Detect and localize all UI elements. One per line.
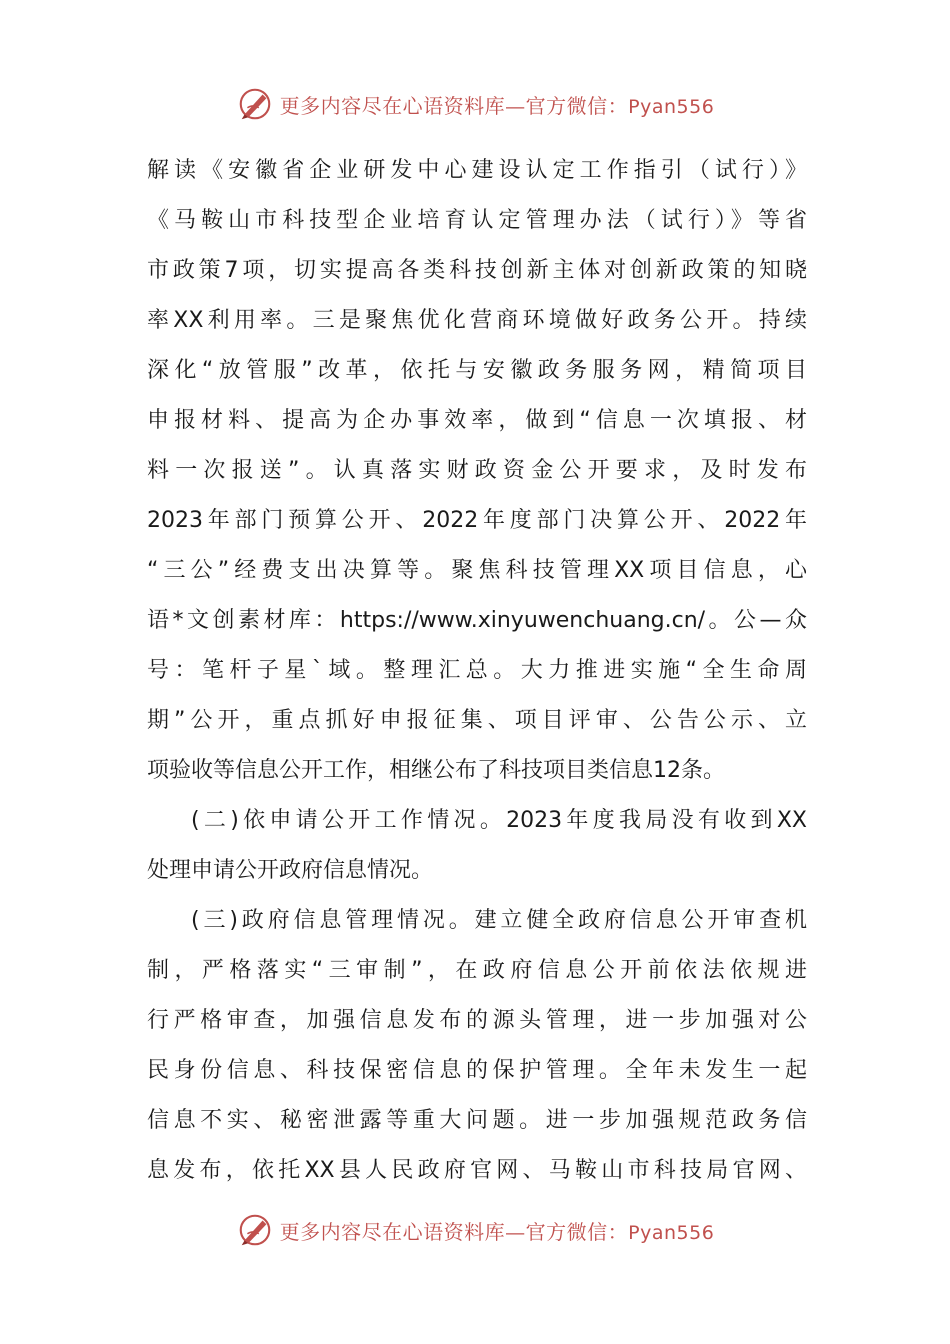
section-3-line: 息发布，依托XX县人民政府官网、马鞍山市科技局官网、 [147, 1158, 807, 1183]
footer-banner-text [280, 1216, 715, 1245]
footer-banner [0, 1206, 950, 1254]
pen-logo-icon [236, 85, 274, 123]
body-line: 料一次报送”。认真落实财政资金公开要求，及时发布 [147, 458, 807, 483]
header-title: 更多内容尽在心语资料库 [279, 93, 506, 118]
footer-title: 更多内容尽在心语资料库 [279, 1219, 506, 1244]
section-3-line: 民身份信息、科技保密信息的保护管理。全年未发生一起 [147, 1058, 807, 1083]
body-line: 深化“放管服”改革，依托与安徽政务服务网，精简项目 [147, 358, 807, 383]
body-line: 申报材料、提高为企办事效率，做到“信息一次填报、材 [147, 408, 807, 433]
header-wechat-label: 官方微信： [525, 93, 629, 118]
document-body [147, 146, 807, 1196]
body-line: “三公”经费支出决算等。聚焦科技管理XX项目信息，心 [147, 558, 807, 583]
header-wechat-id: Pyan556 [628, 95, 715, 118]
body-line: 期”公开，重点抓好申报征集、项目评审、公告公示、立 [147, 708, 807, 733]
header-banner-text [280, 90, 715, 119]
body-line: 《马鞍山市科技型企业培育认定管理办法（试行）》等省 [147, 208, 807, 233]
section-3-line: 行严格审查，加强信息发布的源头管理，进一步加强对公 [147, 1008, 807, 1033]
body-line: 项验收等信息公开工作，相继公布了科技项目类信息12条。 [147, 758, 725, 783]
body-line: 号：笔杆子星`域。整理汇总。大力推进实施“全生命周 [147, 658, 807, 683]
body-line: 解读《安徽省企业研发中心建设认定工作指引（试行）》 [147, 158, 807, 183]
body-line: 市政策7项，切实提高各类科技创新主体对创新政策的知晓 [147, 258, 807, 283]
body-line: 语*文创素材库：https://www.xinyuwenchuang.cn/。公—众 [147, 608, 807, 633]
section-3-line: (三)政府信息管理情况。建立健全政府信息公开审查机 [191, 908, 807, 933]
body-line: 2023年部门预算公开、2022年度部门决算公开、2022年 [147, 508, 807, 533]
header-banner [0, 80, 950, 128]
pen-logo-icon [236, 1211, 274, 1249]
footer-wechat-id: Pyan556 [628, 1221, 715, 1244]
section-3-line: 制，严格落实“三审制”，在政府信息公开前依法依规进 [147, 958, 807, 983]
section-3-line: 信息不实、秘密泄露等重大问题。进一步加强规范政务信 [147, 1108, 807, 1133]
footer-dash: — [505, 1219, 526, 1244]
section-2-line: 处理申请公开政府信息情况。 [147, 858, 434, 883]
footer-wechat-label: 官方微信： [525, 1219, 629, 1244]
body-line: 率XX利用率。三是聚焦优化营商环境做好政务公开。持续 [147, 308, 807, 333]
section-2-line: (二)依申请公开工作情况。2023年度我局没有收到XX [191, 808, 807, 833]
header-dash: — [505, 93, 526, 118]
